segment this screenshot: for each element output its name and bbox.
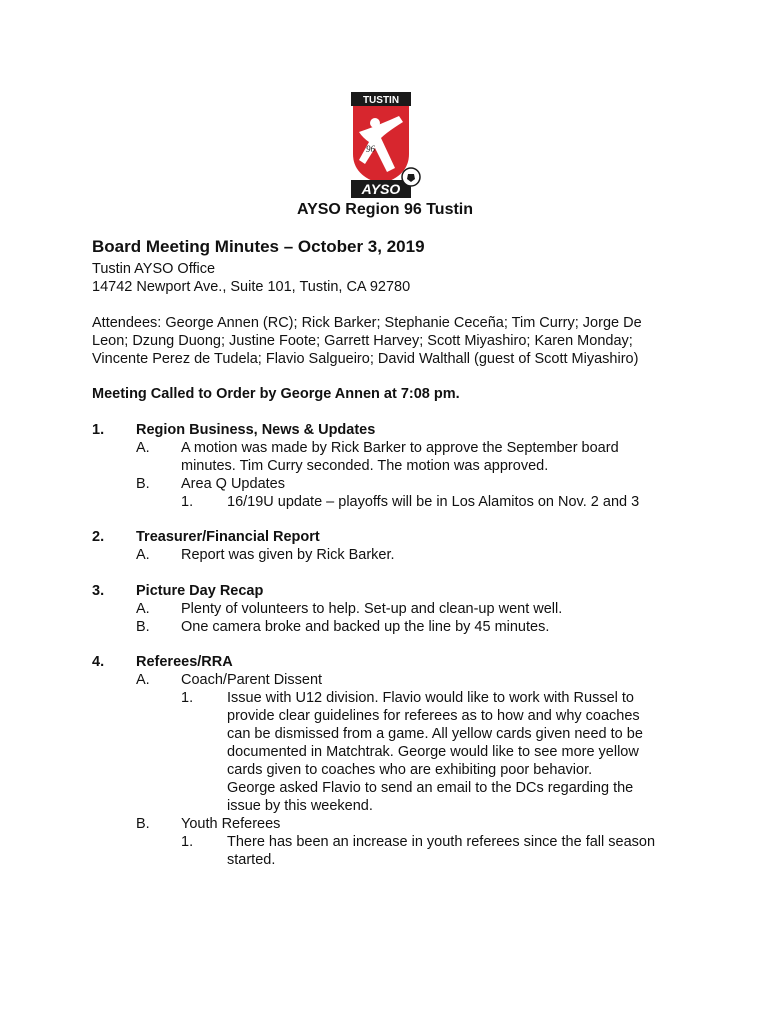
item-text: A motion was made by Rick Barker to approve the September board	[181, 440, 619, 456]
item-text: One camera broke and backed up the line by 45 minutes.	[181, 619, 550, 635]
subitem-text: George asked Flavio to send an email to the DCs regarding the	[227, 780, 634, 796]
attendees-line: Vincente Perez de Tudela; Flavio Salgueiro; David Walthall (guest of Scott Miyashiro)	[92, 351, 639, 367]
item-label: B.	[136, 816, 150, 832]
item-text: Plenty of volunteers to help. Set-up and clean-up went well.	[181, 601, 563, 617]
page-heading: Board Meeting Minutes – October 3, 2019	[92, 237, 425, 256]
item-text: Report was given by Rick Barker.	[181, 547, 395, 563]
logo-top-text: TUSTIN	[362, 95, 400, 106]
item-text: minutes. Tim Curry seconded. The motion was approved.	[181, 458, 549, 474]
subitem-text: There has been an increase in youth referees since the fall season	[227, 834, 656, 850]
called-to-order: Meeting Called to Order by George Annen at 7:08 pm.	[92, 386, 460, 402]
item-label: A.	[136, 601, 150, 617]
subitem-label: 1.	[181, 494, 194, 510]
section-title: Region Business, News & Updates	[136, 422, 376, 438]
subitem-text: can be dismissed from a game. All yellow cards given need to be	[227, 726, 643, 742]
subitem-label: 1.	[181, 690, 194, 706]
subitem-text: cards given to coaches who are exhibiting poor behavior.	[227, 762, 593, 778]
section-title: Picture Day Recap	[136, 583, 264, 599]
subitem-text: documented in Matchtrak. George would like to see more yellow	[227, 744, 639, 760]
item-label: A.	[136, 672, 150, 688]
document-title: AYSO Region 96 Tustin	[296, 201, 474, 218]
logo-bottom-text: AYSO	[361, 181, 401, 197]
item-text: Coach/Parent Dissent	[181, 672, 323, 688]
subitem-text: Issue with U12 division. Flavio would like to work with Russel to	[227, 690, 634, 706]
item-label: B.	[136, 476, 150, 492]
section-number: 1.	[92, 422, 105, 438]
subitem-text: 16/19U update – playoffs will be in Los Alamitos on Nov. 2 and 3	[227, 494, 640, 510]
item-text: Area Q Updates	[181, 476, 285, 492]
section-number: 2.	[92, 529, 105, 545]
section-number: 4.	[92, 654, 105, 670]
location-line-1: Tustin AYSO Office	[92, 261, 216, 277]
logo-number: 96	[366, 144, 375, 154]
item-label: A.	[136, 440, 150, 456]
section-title: Referees/RRA	[136, 654, 233, 670]
attendees-line: Attendees: George Annen (RC); Rick Barker; Stephanie Ceceña; Tim Curry; Jorge De	[92, 315, 642, 331]
item-text: Youth Referees	[181, 816, 281, 832]
item-label: B.	[136, 619, 150, 635]
subitem-label: 1.	[181, 834, 194, 850]
subitem-text: started.	[227, 852, 276, 868]
section-number: 3.	[92, 583, 105, 599]
ayso-logo	[351, 92, 423, 200]
location-line-2: 14742 Newport Ave., Suite 101, Tustin, CA 92780	[92, 279, 411, 295]
subitem-text: provide clear guidelines for referees as to how and why coaches	[227, 708, 640, 724]
item-label: A.	[136, 547, 150, 563]
attendees-line: Leon; Dzung Duong; Justine Foote; Garrett Harvey; Scott Miyashiro; Karen Monday;	[92, 333, 633, 349]
subitem-text: issue by this weekend.	[227, 798, 373, 814]
section-title: Treasurer/Financial Report	[136, 529, 320, 545]
